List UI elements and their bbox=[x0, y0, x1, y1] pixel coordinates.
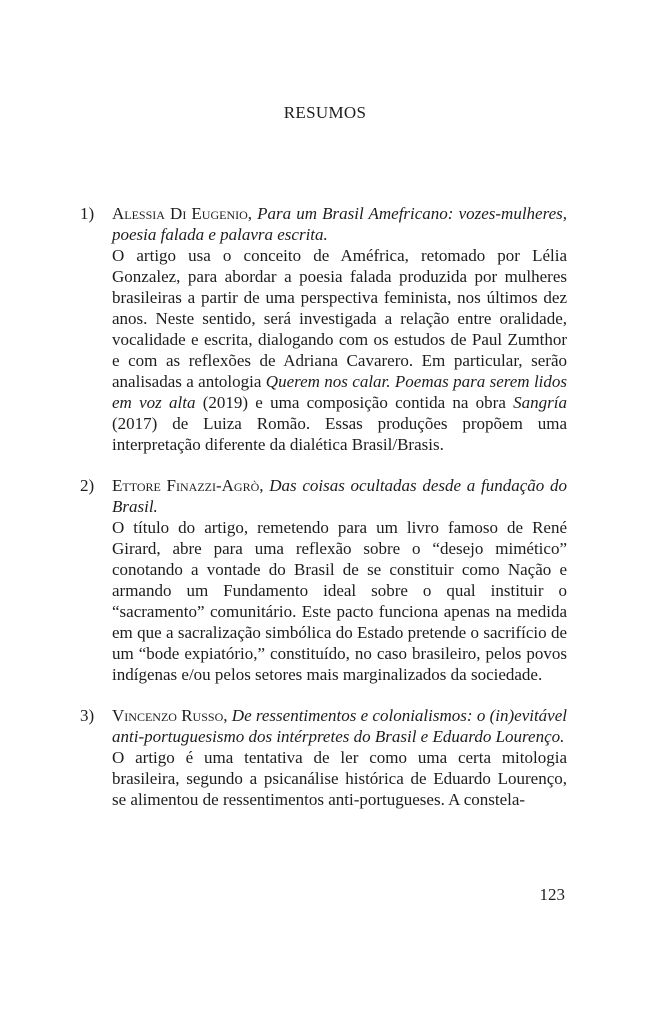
abstract-body bbox=[112, 747, 567, 810]
abstract-heading bbox=[112, 475, 567, 517]
abstract-body bbox=[112, 245, 567, 455]
abstract-item bbox=[80, 203, 567, 455]
abstract-body bbox=[112, 517, 567, 685]
abstract-title: Para um Brasil Amefricano: vozes-mulheres, poesia falada e palavra escrita. bbox=[112, 204, 567, 244]
abstract-item bbox=[80, 705, 567, 810]
abstract-number: 3) bbox=[80, 706, 95, 725]
body-text: O artigo usa o conceito de Améfrica, retomado por Lélia Gonzalez, para abordar a poesia falada produzida por mulheres brasileiras a partir de uma perspectiva feminista, nos últimos dez anos. Neste sentido, será investigada a relação entre oralidade, vocalidade e escrita, dialogando com os estudos de Paul Zumthor e com as reflexões de Adriana Cavarero. Em particular, serão analisadas a antologia bbox=[112, 246, 567, 391]
abstract-number: 2) bbox=[80, 476, 95, 495]
page-title: RESUMOS bbox=[283, 103, 367, 122]
body-text: (2017) de Luiza Romão. Essas produções propõem uma interpretação diferente da dialética Brasil/Brasis. bbox=[112, 414, 567, 454]
abstract-item bbox=[80, 475, 567, 685]
abstract-title: De ressentimentos e colonialismos: o (in)evitável anti-portuguesismo dos intérpretes do Brasil e Eduardo Lourenço. bbox=[112, 706, 568, 746]
work-title: Sangría bbox=[513, 393, 567, 412]
page-number: 123 bbox=[539, 885, 565, 904]
body-text: (2019) e uma composição contida na obra bbox=[195, 393, 514, 412]
abstract-number: 1) bbox=[80, 204, 95, 223]
abstract-heading bbox=[112, 203, 567, 245]
abstract-heading bbox=[112, 705, 567, 747]
abstracts-list bbox=[80, 203, 567, 830]
body-text: O artigo é uma tentativa de ler como uma certa mitologia brasileira, segundo a psicanálise histórica de Eduardo Lourenço, se alimentou de ressentimentos anti-portugueses. A constela- bbox=[112, 748, 567, 809]
body-text: O título do artigo, remetendo para um livro famoso de René Girard, abre para uma reflexão sobre o “desejo mimético” conotando a vontade do Brasil de se constituir como Nação e armando um Fundamento ideal sobre o qual instituir o “sacramento” comunitário. Este pacto funciona apenas na medida em que a sacralização simbólica do Estado pretende o sacrifício de um “bode expiatório,” constituído, no caso brasileiro, pelos povos indígenas e/ou pelos setores mais marginalizados da sociedade. bbox=[112, 518, 567, 684]
abstract-author: Ettore Finazzi-Agrò, bbox=[112, 476, 264, 495]
abstract-author: Vincenzo Russo, bbox=[112, 706, 228, 725]
abstract-title: Das coisas ocultadas desde a fundação do Brasil. bbox=[112, 476, 567, 516]
work-title: Querem nos calar. Poemas para serem lidos em voz alta bbox=[112, 372, 567, 412]
abstract-author: Alessia Di Eugenio, bbox=[112, 204, 253, 223]
